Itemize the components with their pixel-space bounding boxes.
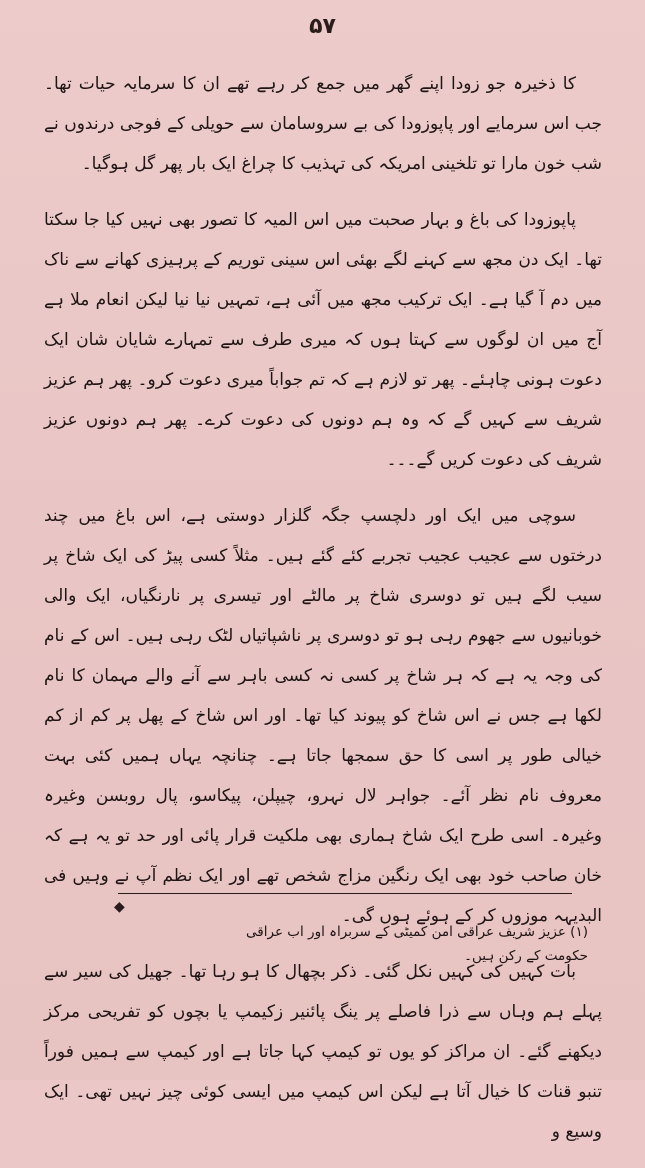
paragraph-2: پاپوزودا کی باغ و بہار صحبت میں اس المیہ کا تصور بھی نہیں کیا جا سکتا تھا۔ ایک دن مجھ سے کہنے لگے بھئی اس سینی توریم کے پرہیزی کھانے سے ناک میں دم آ گیا ہے۔ ایک ترکیب مجھ میں آئی ہے، تمہیں نیا نیا لیکن انعام ملا ہے آج میں ان لوگوں سے کہتا ہوں کہ میری طرف سے تمہارے شایان شان ایک دعوت ہونی چاہئے۔ پھر تو لازم ہے کہ تم جواباً میری دعوت کرو۔ پھر ہم عزیز شریف سے کہیں گے کہ وہ ہم دونوں کی دعوت کرے۔ پھر ہم دونوں عزیز شریف کی دعوت کریں گے۔۔۔ (44, 210, 602, 470)
divider-ornament-icon: ◆ (114, 899, 125, 915)
paragraph-4: بات کہیں کی کہیں نکل گئی۔ ذکر بچھال کا ہو رہا تھا۔ جھیل کی سیر سے پہلے ہم وہاں سے ذرا فاصلے پر ینگ پائنیر زکیمپ یا بچوں کو تفریحی مرکز دیکھنے گئے۔ ان مراکز کو یوں تو کیمپ کہا جاتا ہے اور کیمپ سے ہمیں فوراً تنبو قنات کا خیال آتا ہے لیکن اس کیمپ میں ایسی کوئی چیز نہیں تھی۔ ایک وسیع و (44, 962, 602, 1142)
paragraph-3: سوچی میں ایک اور دلچسپ جگہ گلزار دوستی ہے، اس باغ میں چند درختوں سے عجیب عجیب تجربے کئے گئے ہیں۔ مثلاً کسی پیڑ کی ایک شاخ پر سیب لگے ہیں تو دوسری شاخ پر مالٹے اور تیسری پر نارنگیاں، ایک والی خوبانیوں سے جھوم رہی ہو تو دوسری پر ناشپاتیاں لٹک رہی ہیں۔ اس کے نام کی وجہ یہ ہے کہ ہر شاخ پر کسی نہ کسی باہر سے آنے والے مہمان کا نام لکھا ہے جس نے اس شاخ کو پیوند کیا تھا۔ اور اس شاخ کے پھل پر کم از کم خیالی طور پر اسی کا حق سمجھا جاتا ہے۔ چنانچہ یہاں ہمیں کئی بہت معروف نام نظر آئے۔ جواہر لال نہرو، چیپلن، پیکاسو، پال روبسن وغیرہ وغیرہ۔ اسی طرح ایک شاخ ہماری بھی ملکیت قرار پائی اور حد تو یہ ہے کہ خان صاحب خود بھی ایک رنگین مزاج شخص تھے اور ایک نظم آپ نے وہیں فی البدیہہ موزوں کر کے ہوئے ہوں گی۔ (44, 506, 602, 926)
page-number: ۵۷ (309, 14, 336, 39)
body-text (44, 64, 602, 1168)
paragraph-1: کا ذخیرہ جو زودا اپنے گھر میں جمع کر رہے تھے ان کا سرمایہ حیات تھا۔ جب اس سرمایے اور پاپوزودا کی بے سروسامان سے حویلی کے فوجی درندوں نے شب خون مارا تو تلخینی امریکہ کی تہذیب کا چراغ ایک بار پھر گل ہوگیا۔ (44, 74, 602, 174)
footnote-divider (118, 893, 572, 894)
footnote: (۱) عزیز شریف عراقی امن کمیٹی کے سربراہ اور اب عراقی حکومت کے رکن ہیں۔ (246, 924, 588, 964)
